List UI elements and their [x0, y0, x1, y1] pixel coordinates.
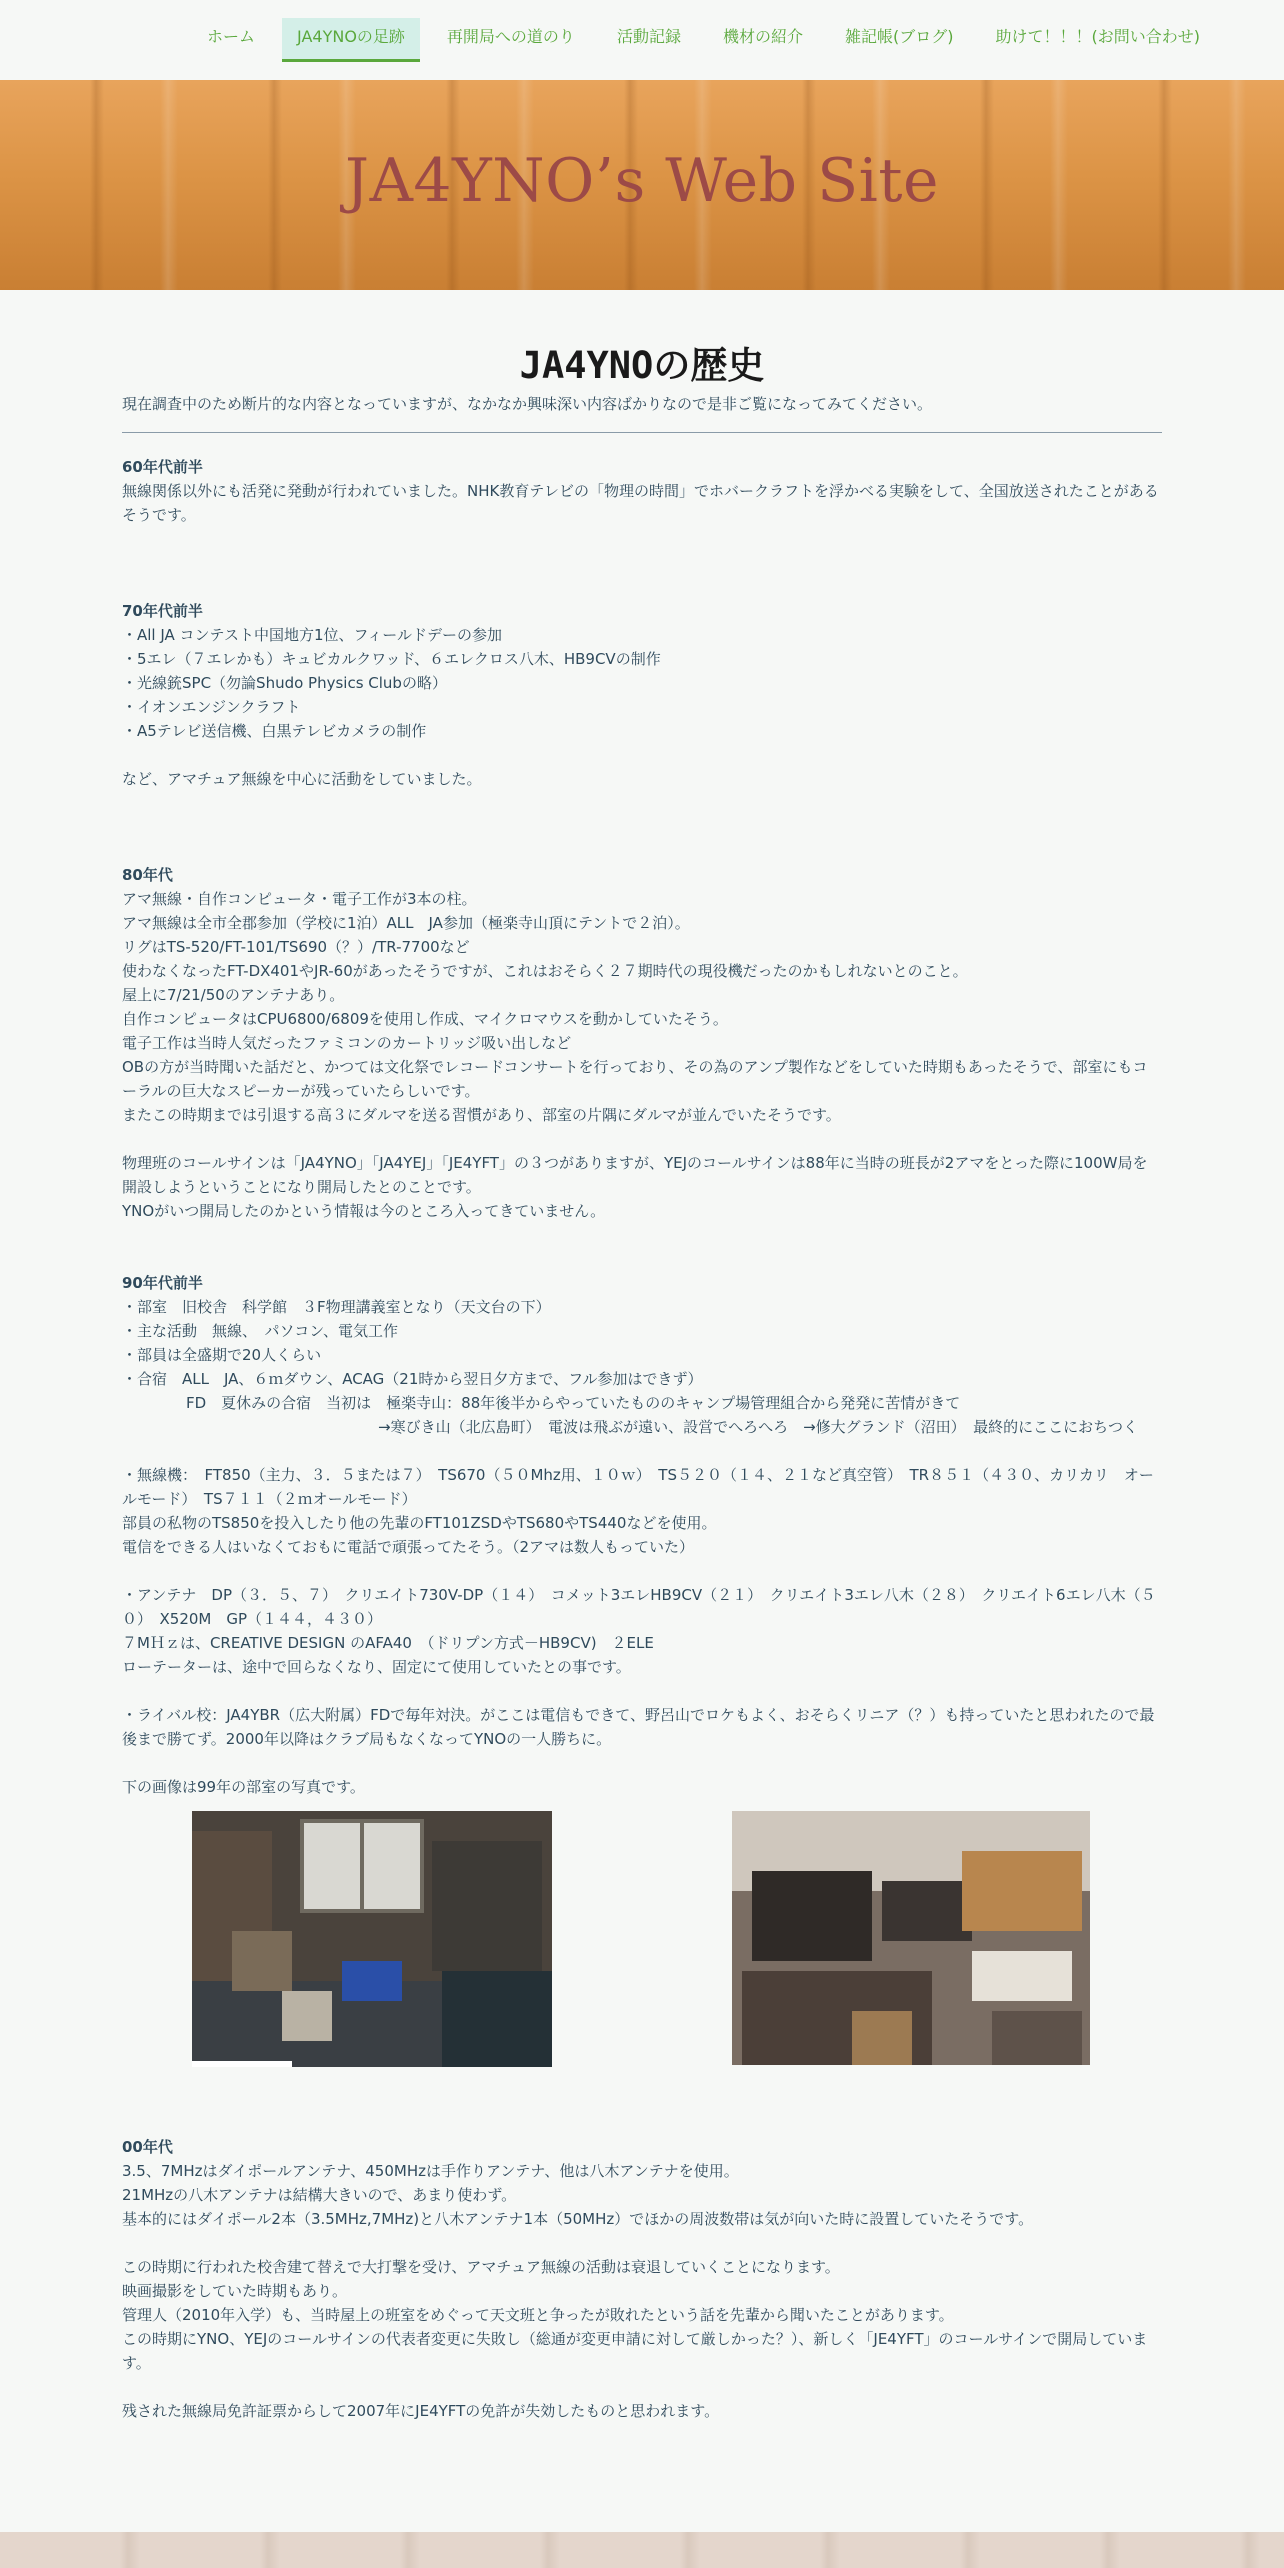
section-text: この時期に行われた校舎建て替えで大打撃を受け、アマチュア無線の活動は衰退していくことになります。: [122, 2258, 840, 2276]
section-text: OBの方が当時聞いた話だと、かつては文化祭でレコードコンサートを行っており、その為のアンプ製作などをしていた時期もあったそうで、部室にもコーラルの巨大なスピーカーが残っていたらしいです。: [122, 1058, 1148, 1100]
section-text: ・イオンエンジンクラフト: [122, 698, 301, 716]
section-text: 屋上に7/21/50のアンテナあり。: [122, 986, 345, 1004]
section-text: ・部室 旧校舎 科学館 ３F物理講義室となり（天文台の下）: [122, 1298, 551, 1316]
nav-menu: [192, 18, 1227, 62]
section-heading: 00年代: [122, 2138, 173, 2156]
section-text: 3.5、7MHzはダイポールアンテナ、450MHzは手作りアンテナ、他は八木アンテナを使用。: [122, 2162, 739, 2180]
section-text: 使わなくなったFT-DX401やJR-60があったそうですが、これはおそらく２７期時代の現役機だったのかもしれないとのこと。: [122, 962, 968, 980]
section-text: 管理人（2010年入学）も、当時屋上の班室をめぐって天文班と争ったが敗れたという話を先輩から聞いたことがあります。: [122, 2306, 954, 2324]
site-title: JA4YNO’s Web Site: [345, 146, 939, 216]
nav-item-contact[interactable]: 助けて！！！(お問い合わせ): [995, 27, 1200, 46]
section-text: ・ライバル校：JA4YBR（広大附属）FDで毎年対決。がここは電信もできて、野呂山でロケもよく、おそらくリニア（？）も持っていたと思われたので最後まで勝てず。2000年以降はクラブ局もなくなってYNOの一人勝ちに。: [122, 1706, 1155, 1748]
section-text: この時期にYNO、YEJのコールサインの代表者変更に失敗し（総通が変更申請に対して厳しかった？）、新しく「JE4YFT」のコールサインで開局しています。: [122, 2330, 1148, 2372]
nav-item-equipment[interactable]: 機材の紹介: [722, 27, 803, 46]
section-text: 残された無線局免許証票からして2007年にJE4YFTの免許が失効したものと思われます。: [122, 2402, 720, 2420]
section-1960s: [122, 455, 1162, 527]
section-heading: 70年代前半: [122, 602, 203, 620]
section-text: ・無線機： FT850（主力、３．５または７） TS670（５０Mhz用、１０ｗ） TS５２０（１４、２１など真空管） TR８５１（４３０、カリカリ オールモード） TS７１１（２ｍオールモード）: [122, 1466, 1154, 1508]
clubroom-photo-image: [192, 1811, 552, 2067]
section-text: 基本的にはダイポール2本（3.5MHz,7MHz)と八木アンテナ1本（50MHz）でほかの周波数帯は気が向いた時に設置していたそうです。: [122, 2210, 1034, 2228]
clubroom-photo[interactable]: [732, 1811, 1090, 2065]
photo-gallery: [122, 1811, 1162, 2087]
section-heading: 80年代: [122, 866, 173, 884]
section-text: など、アマチュア無線を中心に活動をしていました。: [122, 770, 482, 788]
section-1990s: [122, 1271, 1162, 2087]
section-text: 無線関係以外にも活発に発動が行われていました。NHK教育テレビの「物理の時間」でホバークラフトを浮かべる実験をして、全国放送されたことがあるそうです。: [122, 482, 1159, 524]
section-text: リグはTS-520/FT-101/TS690（？）/TR-7700など: [122, 938, 470, 956]
section-text: ・All JA コンテスト中国地方1位、フィールドデーの参加: [122, 626, 502, 644]
section-text: 電信をできる人はいなくておもに電話で頑張ってたそう。（2アマは数人もっていた）: [122, 1538, 695, 1556]
section-text: またこの時期までは引退する高３にダルマを送る習慣があり、部室の片隅にダルマが並んでいたそうです。: [122, 1106, 841, 1124]
section-text: ・光線銃SPC（勿論Shudo Physics Clubの略）: [122, 674, 447, 692]
top-navigation: [0, 0, 1284, 80]
footer-bar: [0, 2532, 1284, 2568]
section-2000s: [122, 2135, 1162, 2423]
section-text: ・主な活動 無線、 パソコン、電気工作: [122, 1322, 399, 1340]
section-text: YNOがいつ開局したのかという情報は今のところ入ってきていません。: [122, 1202, 606, 1220]
section-text: 自作コンピュータはCPU6800/6809を使用し作成、マイクロマウスを動かしていたそう。: [122, 1010, 728, 1028]
section-text: 部員の私物のTS850を投入したり他の先輩のFT101ZSDやTS680やTS440などを使用。: [122, 1514, 717, 1532]
nav-item-reopening[interactable]: 再開局への道のり: [446, 27, 575, 46]
nav-item-history[interactable]: JA4YNOの足跡: [282, 18, 420, 62]
section-text: 物理班のコールサインは「JA4YNO」「JA4YEJ」「JE4YFT」の３つがありますが、YEJのコールサインは88年に当時の班長が2アマをとった際に100W局を開設しようということになり開局したとのことです。: [122, 1154, 1148, 1196]
clubroom-photo-image: [732, 1811, 1090, 2065]
section-text: ・5エレ（７エレかも）キュビカルクワッド、６エレクロス八木、HB9CVの制作: [122, 650, 661, 668]
section-text: ・アンテナ DP（３．５、７） クリエイト730V-DP（１４） コメット3エレHB9CV（２１） クリエイト3エレ八木（２８） クリエイト6エレ八木（５０） X520M GP（１４４，４３０）: [122, 1586, 1156, 1628]
section-text: 21MHzの八木アンテナは結構大きいので、あまり使わず。: [122, 2186, 517, 2204]
clubroom-photo[interactable]: [192, 1811, 552, 2067]
section-heading: 90年代前半: [122, 1274, 203, 1292]
section-text: アマ無線は全市全郡参加（学校に1泊）ALL JA参加（極楽寺山頂にテントで２泊）。: [122, 914, 690, 932]
hero-banner: [0, 80, 1284, 290]
section-1980s: [122, 863, 1162, 1223]
section-text: 電子工作は当時人気だったファミコンのカートリッジ吸い出しなど: [122, 1034, 572, 1052]
section-text: 映画撮影をしていた時期もあり。: [122, 2282, 348, 2300]
section-text: ・部員は全盛期で20人くらい: [122, 1346, 322, 1364]
section-text: ・A5テレビ送信機、白黒テレビカメラの制作: [122, 722, 427, 740]
intro-text: 現在調査中のため断片的な内容となっていますが、なかなか興味深い内容ばかりなので是非ご覧になってみてください。: [122, 395, 933, 413]
section-text: 下の画像は99年の部室の写真です。: [122, 1778, 365, 1796]
nav-item-home[interactable]: ホーム: [207, 27, 256, 46]
section-text: ・合宿 ALL JA、６ｍダウン、ACAG（21時から翌日夕方まで、フル参加はできず）: [122, 1370, 703, 1388]
section-text: アマ無線・自作コンピュータ・電子工作が3本の柱。: [122, 890, 477, 908]
section-text: FD 夏休みの合宿 当初は 極楽寺山：88年後半からやっていたもののキャンプ場管理組合から発発に苦情がきて: [186, 1394, 961, 1412]
main-content: [122, 340, 1162, 2423]
section-heading: 60年代前半: [122, 458, 203, 476]
section-text: ローテーターは、途中で回らなくなり、固定にて使用していたとの事です。: [122, 1658, 631, 1676]
page-title: JA4YNOの歴史: [519, 344, 765, 387]
section-text: →寒びき山（北広島町） 電波は飛ぶが遠い、設営でへろへろ →修大グランド（沼田） 最終的にここにおちつく: [378, 1418, 1138, 1436]
section-text: ７MＨｚは、CREATIVE DESIGN のAFA40 （ドリプン方式－HB9CV) ２ELE: [122, 1634, 654, 1652]
nav-item-activity-log[interactable]: 活動記録: [616, 27, 681, 46]
divider: [122, 432, 1162, 433]
nav-item-blog[interactable]: 雑記帳(ブログ): [844, 27, 954, 46]
section-1970s: [122, 599, 1162, 791]
